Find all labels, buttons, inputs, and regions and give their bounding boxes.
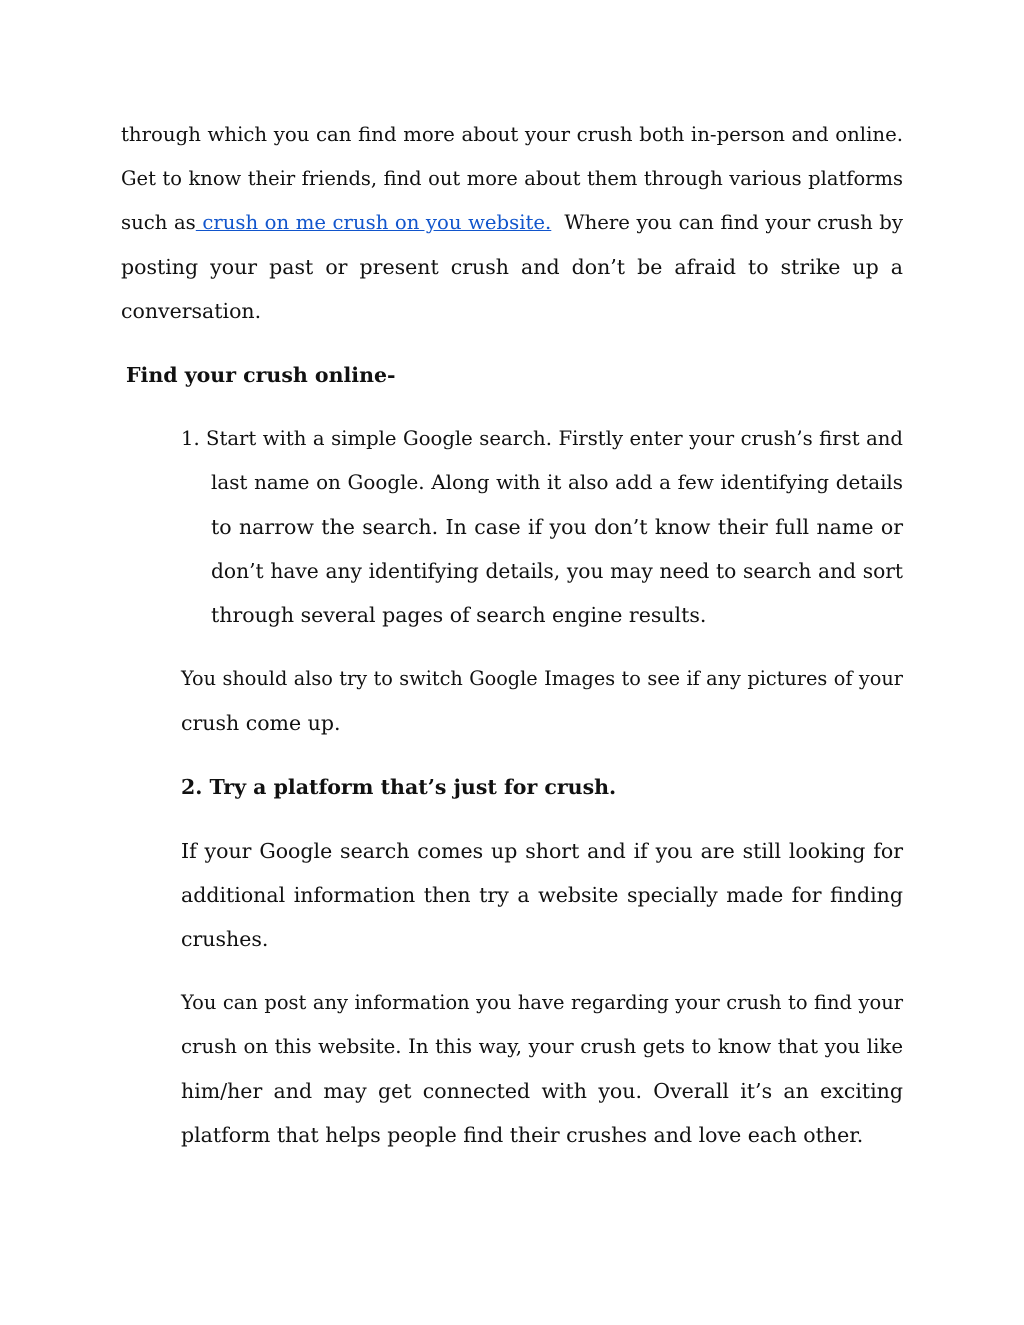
step2-p1-line-1: If your Google search comes up short and if you are still looking for [181, 839, 903, 863]
step2-p2-line-4: platform that helps people find their crushes and love each other. [181, 1123, 864, 1147]
images-tip-paragraph [181, 657, 903, 745]
step2-p2-line-3: him/her and may get connected with you. Overall it’s an exciting [181, 1079, 903, 1103]
step2-paragraph-1 [181, 829, 903, 961]
section-heading-text: Find your crush online- [126, 363, 396, 387]
crush-website-link[interactable]: crush on me crush on you website. [195, 211, 552, 234]
intro-line-2: Get to know their friends, find out more about them through various platforms [121, 167, 903, 190]
list-number: 1. [181, 427, 200, 450]
list-item-step-1 [181, 417, 903, 461]
step2-heading-text: 2. Try a platform that’s just for crush. [181, 775, 617, 799]
section-heading [126, 353, 826, 397]
images-tip-line-1: You should also try to switch Google Images to see if any pictures of your [181, 667, 903, 690]
intro-line-4: posting your past or present crush and don’t be afraid to strike up a [121, 255, 903, 279]
list-item-step-1-continued [211, 461, 903, 637]
step2-heading [181, 765, 903, 809]
step1-line-1: 1. Start with a simple Google search. Firstly enter your crush’s first and [181, 417, 903, 461]
step2-paragraph-2 [181, 981, 903, 1157]
step1-line-2: last name on Google. Along with it also add a few identifying details [211, 471, 903, 494]
step1-line-3: to narrow the search. In case if you don’t know their full name or [211, 515, 903, 539]
step1-line-5: through several pages of search engine results. [211, 603, 707, 627]
intro-line-5: conversation. [121, 299, 262, 323]
intro-paragraph [121, 113, 903, 333]
intro-line-1: through which you can find more about your crush both in-person and online. [121, 123, 903, 146]
intro-line-3 [121, 201, 903, 245]
intro-line-3-after: Where you can find your crush by [551, 211, 903, 234]
images-tip-line-2: crush come up. [181, 711, 341, 735]
step2-p1-line-3: crushes. [181, 927, 269, 951]
step2-p1-line-2: additional information then try a website specially made for finding [181, 883, 903, 907]
step1-line-4: don’t have any identifying details, you may need to search and sort [211, 559, 903, 583]
step2-p2-line-2: crush on this website. In this way, your crush gets to know that you like [181, 1035, 903, 1058]
step2-p2-line-1: You can post any information you have regarding your crush to find your [181, 991, 903, 1014]
intro-line-3-before: such as [121, 211, 196, 234]
